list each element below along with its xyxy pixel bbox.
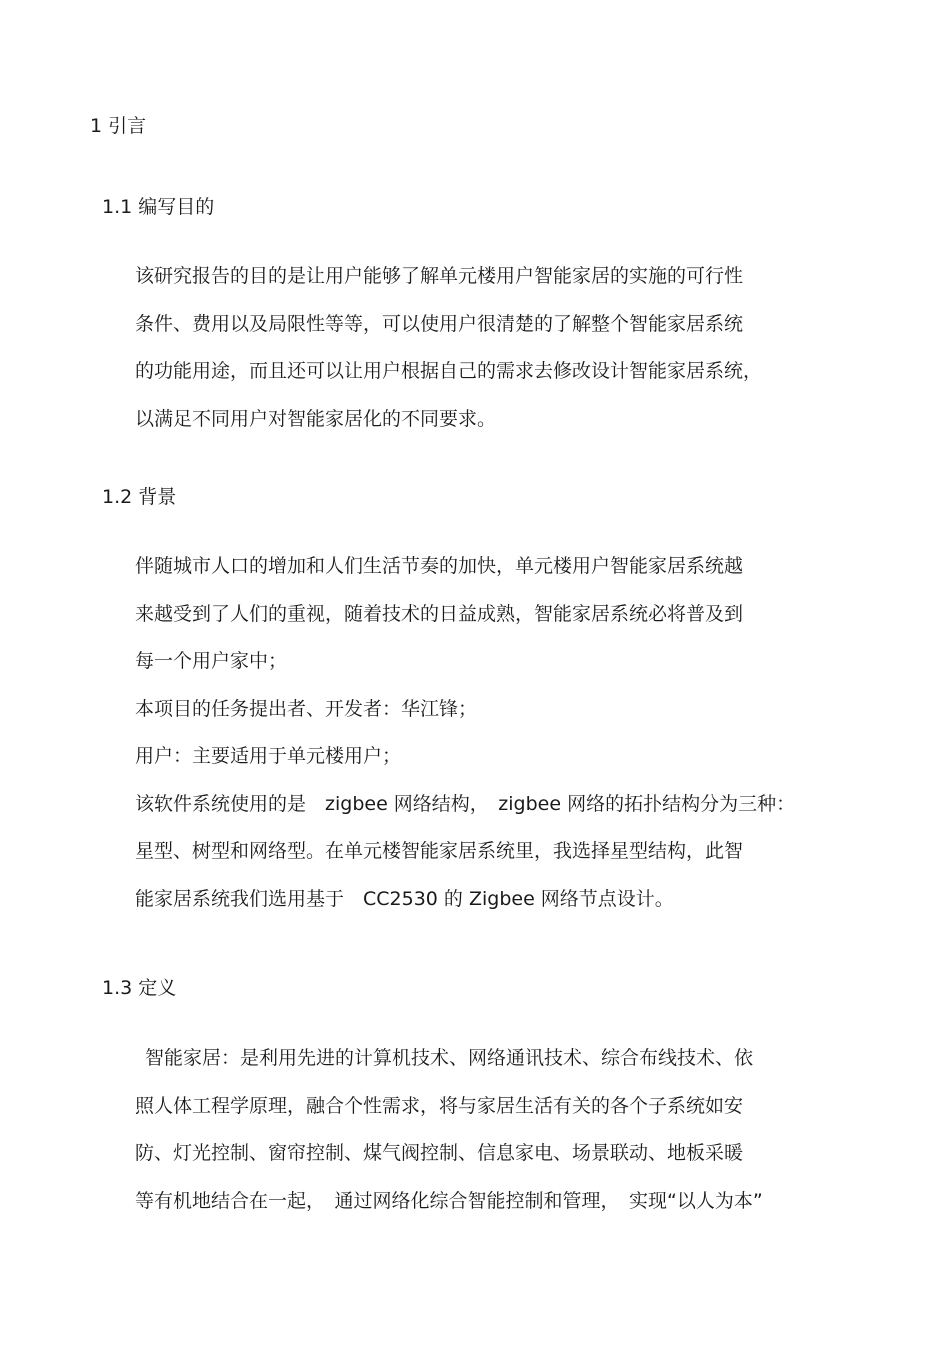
text-line: 该研究报告的目的是让用户能够了解单元楼用户智能家居的实施的可行性 xyxy=(135,265,744,287)
section-heading-purpose: 1.1 编写目的 xyxy=(102,196,215,218)
text-line: 该软件系统使用的是 zigbee 网络结构， zigbee 网络的拓扑结构分为三种： xyxy=(135,792,796,815)
text-line: 每一个用户家中； xyxy=(135,650,288,672)
text-line: 等有机地结合在一起， 通过网络化综合智能控制和管理， 实现“以人为本” xyxy=(135,1189,763,1212)
text-line: 以满足不同用户对智能家居化的不同要求。 xyxy=(135,407,497,430)
text-line: 伴随城市人口的增加和人们生活节奏的加快，单元楼用户智能家居系统越 xyxy=(135,555,744,577)
text-line: 能家居系统我们选用基于 CC2530 的 Zigbee 网络节点设计。 xyxy=(135,887,674,910)
section-paragraph-definition xyxy=(135,1044,840,1234)
text-line: 条件、费用以及局限性等等，可以使用户很清楚的了解整个智能家居系统 xyxy=(135,312,744,335)
text-line: 的功能用途，而且还可以让用户根据自己的需求去修改设计智能家居系统， xyxy=(135,360,763,382)
text-line: 本项目的任务提出者、开发者：华江锋； xyxy=(135,697,478,720)
text-line: 智能家居：是利用先进的计算机技术、网络通讯技术、综合布线技术、依 xyxy=(145,1047,754,1069)
section-paragraph-background xyxy=(135,552,840,932)
text-line: 星型、树型和网络型。在单元楼智能家居系统里，我选择星型结构，此智 xyxy=(135,840,744,862)
section-paragraph-purpose xyxy=(135,262,840,452)
text-line: 来越受到了人们的重视，随着技术的日益成熟，智能家居系统必将普及到 xyxy=(135,602,744,625)
section-heading-background: 1.2 背景 xyxy=(102,486,177,508)
chapter-heading: 1 引言 xyxy=(90,115,147,137)
text-line: 防、灯光控制、窗帘控制、煤气阀控制、信息家电、场景联动、地板采暖 xyxy=(135,1142,744,1164)
section-heading-definition: 1.3 定义 xyxy=(102,977,177,999)
text-line: 用户：主要适用于单元楼用户； xyxy=(135,745,402,767)
text-line: 照人体工程学原理，融合个性需求，将与家居生活有关的各个子系统如安 xyxy=(135,1094,744,1117)
